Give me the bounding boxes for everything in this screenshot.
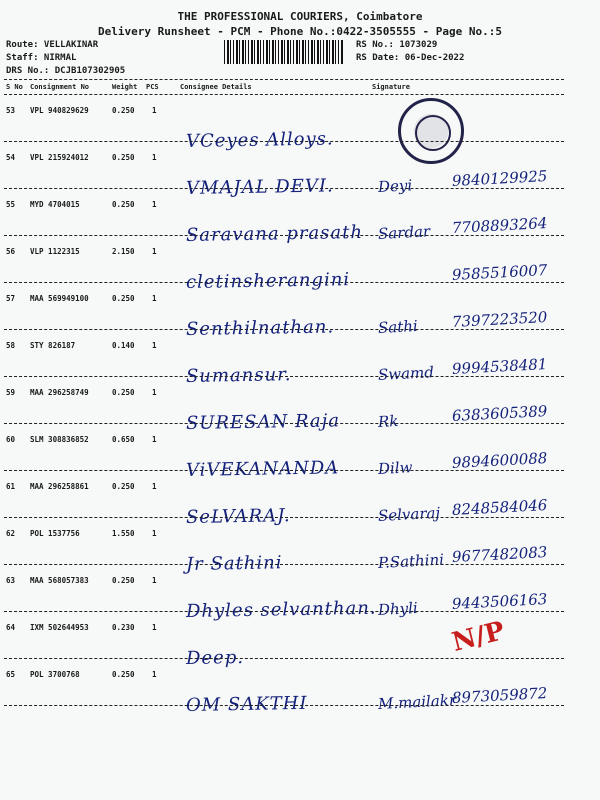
row-weight: 0.250 bbox=[112, 576, 135, 585]
row-consignee-name: Dhyles selvanthan. bbox=[185, 597, 377, 622]
row-weight: 0.230 bbox=[112, 623, 135, 632]
row-phone: 9585516007 bbox=[451, 261, 548, 284]
row-consignment-no: SLM 308836852 bbox=[30, 435, 89, 444]
row-consignee-name: SURESAN Raja bbox=[185, 410, 341, 434]
drs-number: DRS No.: DCJB107302905 bbox=[6, 66, 126, 76]
row-pcs: 1 bbox=[152, 529, 157, 538]
row-consignee-name: SeLVARAJ. bbox=[185, 505, 291, 528]
row-consignee-name: ViVEKANANDA bbox=[185, 457, 340, 481]
document-subtitle: Delivery Runsheet - PCM - Phone No.:0422-3505555 - Page No.:5 bbox=[98, 25, 502, 38]
row-pcs: 1 bbox=[152, 200, 157, 209]
row-signature: Swamd bbox=[377, 363, 435, 384]
row-pcs: 1 bbox=[152, 153, 157, 162]
row-sno: 63 bbox=[6, 576, 16, 585]
row-consignee-name: cletinsherangini bbox=[185, 269, 351, 293]
row-weight: 0.250 bbox=[112, 388, 135, 397]
row-sno: 65 bbox=[6, 670, 16, 679]
row-phone: 9994538481 bbox=[451, 355, 548, 378]
row-sno: 57 bbox=[6, 294, 16, 303]
row-phone: 8973059872 bbox=[451, 684, 548, 707]
row-sno: 56 bbox=[6, 247, 16, 256]
row-sno: 55 bbox=[6, 200, 16, 209]
row-consignment-no: MAA 569949100 bbox=[30, 294, 89, 303]
row-consignee-name: VCeyes Alloys. bbox=[185, 128, 334, 152]
rs-date: RS Date: 06-Dec-2022 bbox=[356, 53, 465, 63]
row-weight: 0.250 bbox=[112, 294, 135, 303]
row-signature: Selvaraj bbox=[377, 503, 441, 525]
row-consignment-no: MYD 4704015 bbox=[30, 200, 80, 209]
document-title: THE PROFESSIONAL COURIERS, Coimbatore bbox=[177, 10, 423, 23]
row-consignment-no: POL 1537756 bbox=[30, 529, 80, 538]
row-pcs: 1 bbox=[152, 106, 157, 115]
row-pcs: 1 bbox=[152, 341, 157, 350]
row-sno: 59 bbox=[6, 388, 16, 397]
row-signature: Sathi bbox=[377, 316, 419, 337]
row-phone: 6383605389 bbox=[451, 402, 548, 425]
row-consignee-name: OM SAKTHI bbox=[185, 692, 308, 716]
row-pcs: 1 bbox=[152, 670, 157, 679]
row-consignment-no: IXM 502644953 bbox=[30, 623, 89, 632]
row-signature: Rk bbox=[377, 411, 399, 431]
row-sno: 58 bbox=[6, 341, 16, 350]
row-phone: 9894600088 bbox=[451, 449, 548, 472]
row-sno: 62 bbox=[6, 529, 16, 538]
barcode bbox=[224, 40, 344, 64]
row-pcs: 1 bbox=[152, 576, 157, 585]
row-consignee-name: Deep. bbox=[185, 646, 245, 669]
col-consignee: Consignee Details bbox=[180, 83, 252, 91]
route-label: Route: VELLAKINAR bbox=[6, 40, 99, 50]
row-signature: Sardar bbox=[377, 222, 431, 243]
col-consignment: Consignment No bbox=[30, 83, 90, 91]
row-pcs: 1 bbox=[152, 294, 157, 303]
row-consignment-no: MAA 296258861 bbox=[30, 482, 89, 491]
row-pcs: 1 bbox=[152, 482, 157, 491]
row-consignment-no: STY 826187 bbox=[30, 341, 76, 350]
rs-number: RS No.: 1073029 bbox=[356, 40, 438, 50]
row-weight: 2.150 bbox=[112, 247, 135, 256]
row-consignee-name: Sumansur. bbox=[185, 364, 292, 387]
col-weight: Weight bbox=[112, 83, 138, 91]
row-phone: 9443506163 bbox=[451, 590, 548, 613]
row-consignment-no: MAA 296258749 bbox=[30, 388, 89, 397]
row-weight: 0.250 bbox=[112, 670, 135, 679]
col-pcs: PCS bbox=[146, 83, 159, 91]
row-weight: 0.650 bbox=[112, 435, 135, 444]
row-weight: 0.250 bbox=[112, 200, 135, 209]
row-sno: 61 bbox=[6, 482, 16, 491]
staff-label: Staff: NIRMAL bbox=[6, 53, 77, 63]
row-sno: 60 bbox=[6, 435, 16, 444]
row-pcs: 1 bbox=[152, 435, 157, 444]
row-weight: 0.250 bbox=[112, 153, 135, 162]
header-separator-top bbox=[4, 79, 564, 80]
row-phone: 9840129925 bbox=[451, 167, 548, 190]
row-sno: 64 bbox=[6, 623, 16, 632]
col-sno: S No bbox=[6, 83, 23, 91]
row-consignment-no: VPL 215924012 bbox=[30, 153, 89, 162]
row-phone: 9677482083 bbox=[451, 543, 548, 566]
row-consignee-name: Saravana prasath bbox=[185, 221, 364, 246]
row-pcs: 1 bbox=[152, 623, 157, 632]
col-signature: Signature bbox=[372, 83, 410, 91]
row-signature: M.mailakr bbox=[377, 690, 457, 713]
row-phone: 7397223520 bbox=[451, 308, 548, 331]
row-signature: Dilw bbox=[377, 458, 413, 478]
row-sno: 53 bbox=[6, 106, 16, 115]
row-not-present-mark: N/P bbox=[449, 616, 508, 658]
row-weight: 1.550 bbox=[112, 529, 135, 538]
row-signature: Deyi bbox=[377, 176, 413, 196]
row-consignee-name: Jr Sathini bbox=[185, 552, 283, 575]
row-weight: 0.140 bbox=[112, 341, 135, 350]
row-pcs: 1 bbox=[152, 247, 157, 256]
row-phone: 7708893264 bbox=[451, 214, 548, 237]
row-weight: 0.250 bbox=[112, 106, 135, 115]
row-phone: 8248584046 bbox=[451, 496, 548, 519]
table-row bbox=[0, 659, 600, 723]
row-signature: P.Sathini bbox=[377, 550, 445, 572]
row-consignment-no: POL 3700768 bbox=[30, 670, 80, 679]
row-consignment-no: VLP 1122315 bbox=[30, 247, 80, 256]
row-consignee-name: VMAJAL DEVI. bbox=[185, 175, 334, 199]
row-consignment-no: MAA 568057383 bbox=[30, 576, 89, 585]
row-pcs: 1 bbox=[152, 388, 157, 397]
row-consignee-name: Senthilnathan. bbox=[185, 316, 335, 340]
row-signature: Dhyli bbox=[377, 598, 419, 619]
row-separator bbox=[4, 705, 564, 706]
row-weight: 0.250 bbox=[112, 482, 135, 491]
row-sno: 54 bbox=[6, 153, 16, 162]
row-consignment-no: VPL 940829629 bbox=[30, 106, 89, 115]
